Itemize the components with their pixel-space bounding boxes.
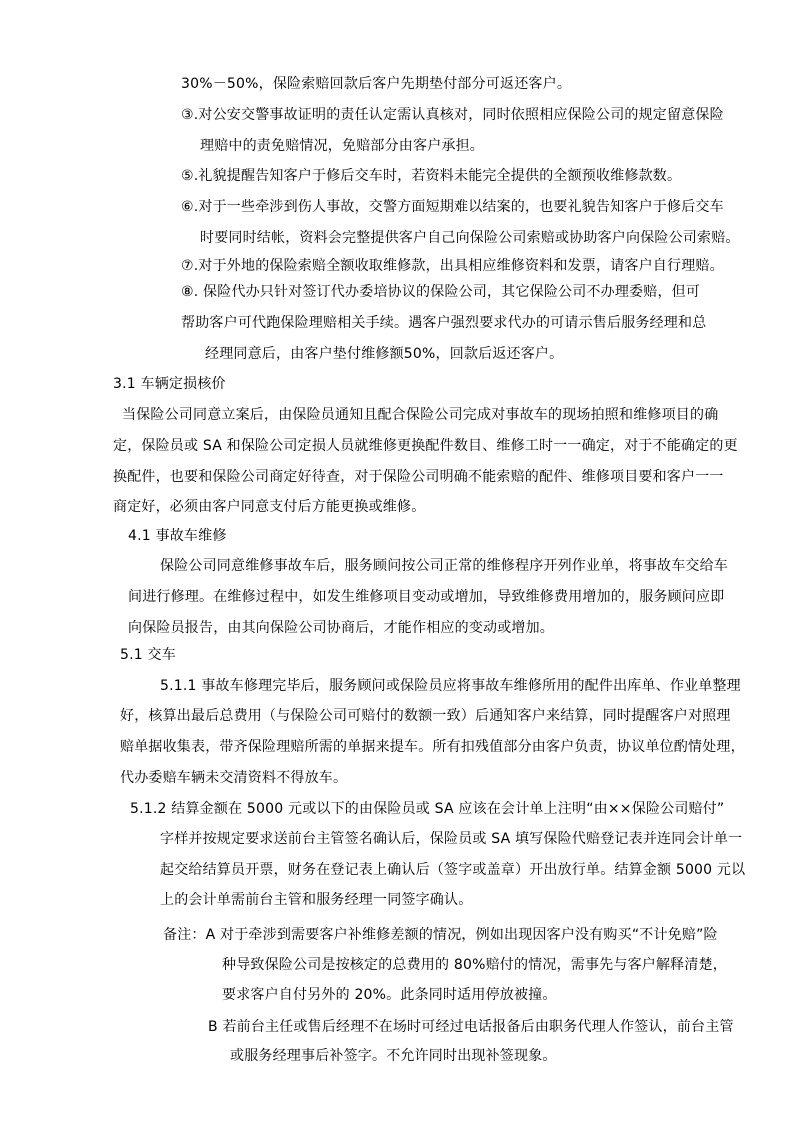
section-heading: 4.1 事故车维修 [128, 528, 227, 544]
note-line: B 若前台主任或售后经理不在场时可经过电话报备后由职务代理人作签认，前台主管 [208, 1019, 734, 1035]
text-line: 换配件，也要和保险公司商定好待查，对于保险公司明确不能索赔的配件、维修项目要和客户一一 [113, 469, 724, 485]
text-line: 起交给结算员开票，财务在登记表上确认后（签字或盖章）开出放行单。结算金额 5000 元以 [160, 862, 746, 878]
note-line: 种导致保险公司是按核定的总费用的 80%赔付的情况，需事先与客户解释清楚， [222, 957, 727, 973]
text-line: ③.对公安交警事故证明的责任认定需认真核对，同时依照相应保险公司的规定留意保险 [181, 107, 724, 123]
text-line: 代办委赔车辆未交清资料不得放车。 [120, 770, 348, 786]
text-line: ⑧. 保险代办只针对签订代办委培协议的保险公司，其它保险公司不办理委赔，但可 [181, 284, 701, 300]
text-line: 时要同时结帐，资料会完整提供客户自己向保险公司索赔或协助客户向保险公司索赔。 [200, 230, 740, 246]
text-line: ⑤.礼貌提醒告知客户于修后交车时，若资料未能完全提供的全额预收维修款数。 [181, 168, 682, 184]
text-line: 保险公司同意维修事故车后，服务顾问按公司正常的维修程序开列作业单，将事故车交给车 [160, 558, 728, 574]
text-line: 定，保险员或 SA 和保险公司定损人员就维修更换配件数目、维修工时一一确定，对于不能确定的更 [113, 438, 738, 454]
text-line: ⑥.对于一些牵涉到伤人事故，交警方面短期难以结案的，也要礼貌告知客户于修后交车 [181, 199, 724, 215]
note-line: 要求客户自付另外的 20%。此条同时适用停放被撞。 [222, 987, 557, 1003]
text-line: 上的会计单需前台主管和服务经理一同签字确认。 [160, 892, 473, 908]
text-line: 经理同意后，由客户垫付维修额50%，回款后返还客户。 [205, 346, 564, 362]
section-heading: 5.1 交车 [120, 647, 176, 663]
text-line: 好，核算出最后总费用（与保险公司可赔付的数额一致）后通知客户来结算，同时提醒客户对照理 [120, 708, 731, 724]
text-line: 5.1.2 结算金额在 5000 元或以下的由保险员或 SA 应该在会计单上注明“由××保险公司赔付” [130, 801, 725, 817]
text-line: 商定好，必须由客户同意支付后方能更换或维修。 [113, 499, 426, 515]
text-line: 字样并按规定要求送前台主管签名确认后，保险员或 SA 填写保险代赔登记表并连同会计单一 [160, 831, 743, 847]
text-line: 赔单据收集表，带齐保险理赔所需的单据来提车。所有扣残值部分由客户负责，协议单位酌情处理， [120, 739, 745, 755]
text-line: 30%－50%，保险索赔回款后客户先期垫付部分可返还客户。 [181, 76, 572, 92]
text-line: ⑦.对于外地的保险索赔全额收取维修款，出具相应维修资料和发票，请客户自行理赔。 [181, 258, 724, 274]
text-line: 当保险公司同意立案后，由保险员通知且配合保险公司完成对事故车的现场拍照和维修项目的确 [122, 407, 719, 423]
section-heading: 3.1 车辆定损核价 [113, 376, 226, 392]
note-line: 或服务经理事后补签字。不允许同时出现补签现象。 [230, 1048, 557, 1064]
note-line: 备注：A 对于牵涉到需要客户补维修差额的情况，例如出现因客户没有购买“不计免赔”险 [163, 927, 718, 943]
text-line: 向保险员报告，由其向保险公司协商后，才能作相应的变动或增加。 [128, 620, 554, 636]
text-line: 帮助客户可代跑保险理赔相关手续。遇客户强烈要求代办的可请示售后服务经理和总 [181, 315, 707, 331]
text-line: 5.1.1 事故车修理完毕后，服务顾问或保险员应将事故车维修所用的配件出库单、作业单整理 [160, 678, 741, 694]
text-line: 间进行修理。在维修过程中，如发生维修项目变动或增加，导致维修费用增加的，服务顾问应即 [128, 589, 725, 605]
text-line: 理赔中的责免赔情况，免赔部分由客户承担。 [200, 138, 484, 154]
